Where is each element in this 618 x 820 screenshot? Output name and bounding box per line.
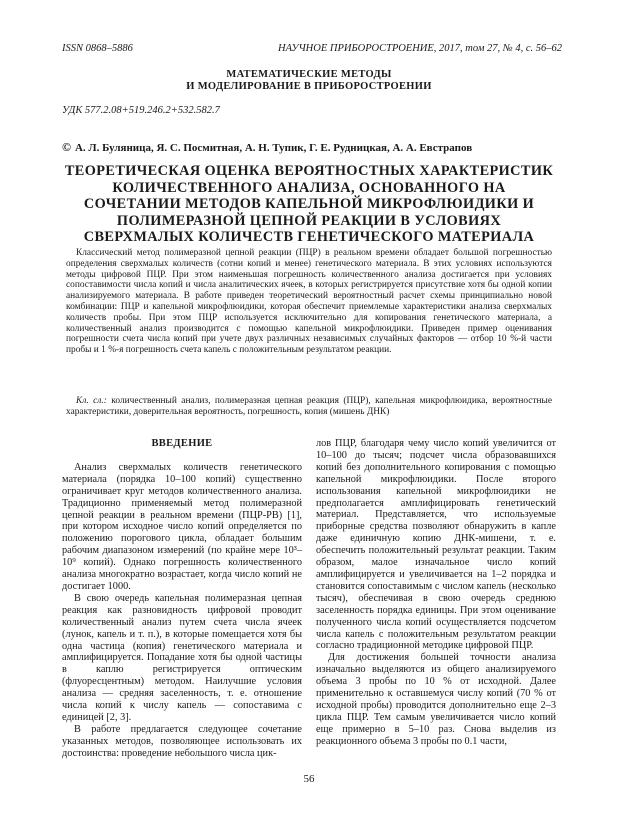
intro-paragraph-2: В свою очередь капельная полимеразная цепная реакция как разновидность цифровой проводит количественный анализ путем счета числа ячеек (лунок, капель и т. п.), в которые помещается хотя бы одна частица (копия) генетического материала и амплифицируется. Попадание хотя бы одной частицы в каплю регистрируется оптическим (флуоресцентным) методом. Наилучшие условия анализа — средняя заселенность, т. е. отношение числа копий к числу капель — сопоставима с единицей [2, 3].: [62, 592, 302, 723]
abstract: Классический метод полимеразной цепной реакции (ПЦР) в реальном времени обладает большой погрешностью определения сверхмалых количеств (сотни копий и менее) генетического материала. В этих условиях используются методы цифровой ПЦР. При этом наименьшая погрешность количественного анализа достигается при условиях сопоставимости числа копий и числа аналитических ячеек, в которых регистрируется присутствие хотя бы одной копии анализируемого материала. В работе приведен теоретический вероятностный расчет схемы принципиально новой комбинации: ПЦР и капельной микрофлюидики, которая обеспечит приемлемые характеристики анализа сверхмалых количеств пробы. При этом ПЦР используется исключительно для копирования генетического материала, а количественный анализ производится с помощью капельной микрофлюидики. Приведен пример оценивания погрешности счета числа копий при учете двух различных независимых случайных факторов — отбор 10 %-й части пробы и 1 %-я погрешность счета капель с положительным результатом реакции.: [66, 248, 552, 356]
keywords-text: количественный анализ, полимеразная цепная реакция (ПЦР), капельная микрофлюидика, вероятностные характеристики, доверительная вероятность, погрешность, копия (мишень ДНК): [66, 396, 553, 417]
journal-citation: НАУЧНОЕ ПРИБОРОСТРОЕНИЕ, 2017, том 27, № 4, с. 56–62: [278, 43, 562, 54]
introduction-heading: ВВЕДЕНИЕ: [151, 438, 213, 449]
journal-issn: ISSN 0868–5886: [62, 43, 133, 54]
intro-paragraph-1: Анализ сверхмалых количеств генетического материала (порядка 10–100 копий) существенно ограничивает круг методов количественного анализа. Традиционно применяемый метод полимеразной цепной реакции в реальном времени (ПЦР-РВ) [1], при котором исходное число копий определяется по положению порогового цикла, обладает большим рабочим диапазоном измерений (по крайне мере 10³–10⁹ копий). Однако погрешность количественного анализа многократно возрастает, когда число копий не достигает 1000.: [62, 461, 302, 592]
keywords: [66, 396, 552, 418]
section-heading-line1: МАТЕМАТИЧЕСКИЕ МЕТОДЫ: [226, 69, 392, 80]
intro-paragraph-3: В работе предлагается следующее сочетание указанных методов, позволяющее использовать их достоинства: проведение небольшого числа цик-: [62, 723, 302, 759]
article-title: ТЕОРЕТИЧЕСКАЯ ОЦЕНКА ВЕРОЯТНОСТНЫХ ХАРАКТЕРИСТИК КОЛИЧЕСТВЕННОГО АНАЛИЗА, ОСНОВАННОГО НА СОЧЕТАНИИ МЕТОДОВ КАПЕЛЬНОЙ МИКРОФЛЮИДИКИ И ПОЛИМЕРАЗНОЙ ЦЕПНОЙ РЕАКЦИИ В УСЛОВИЯХ СВЕРХМАЛЫХ КОЛИЧЕСТВ ГЕНЕТИЧЕСКОГО МАТЕРИАЛА: [64, 163, 554, 246]
author-list: [62, 140, 472, 155]
right-column: [316, 438, 556, 748]
intro-paragraph-3-continued: лов ПЦР, благодаря чему число копий увеличится от 10–100 до тысяч; подсчет числа образовавшихся копий без дополнительного копирования с помощью капельной микрофлюидики. После второго использования капельной микрофлюидики не предполагается амплифицировать генетический материал. Представляется, что используемые приборные средства позволяют обнаружить в капле даже единичную копию ДНК-мишени, т. е. обеспечить положительный результат реакции. Таким образом, малое изначальное число копий амплифицируется и увеличивается на 1–2 порядка и становится сопоставимым с числом капель (несколько тысяч), обеспечивая в свою очередь среднюю заселенность порядка единицы. При этом оценивание полученного числа копий осуществляется подсчетом числа капель с положительным результатом реакции согласно традиционной методике цифровой ПЦР.: [316, 438, 556, 652]
page-number: 56: [303, 773, 315, 785]
udk-code: УДК 577.2.08+519.246.2+532.582.7: [62, 105, 220, 116]
copyright-symbol: ©: [62, 140, 71, 154]
author-names: А. Л. Буляница, Я. С. Посмитная, А. Н. Тупик, Г. Е. Рудницкая, А. А. Евстрапов: [74, 142, 473, 154]
section-heading-line2: И МОДЕЛИРОВАНИЕ В ПРИБОРОСТРОЕНИИ: [186, 81, 432, 92]
keywords-label: Кл. сл.:: [76, 396, 107, 406]
section-heading: [0, 69, 618, 93]
intro-paragraph-4: Для достижения большей точности анализа изначально выделяются из общего анализируемого объема 3 пробы по 10 % от исходной. Далее применительно к оставшемуся числу копий (70 % от исходной пробы) проводится дополнительно еще 2–3 цикла ПЦР. Тем самым увеличивается число копий еще примерно в 5–10 раз. Снова выделив из реакционного объема 3 пробы по 0.1 части,: [316, 652, 556, 747]
left-column: [62, 438, 302, 760]
